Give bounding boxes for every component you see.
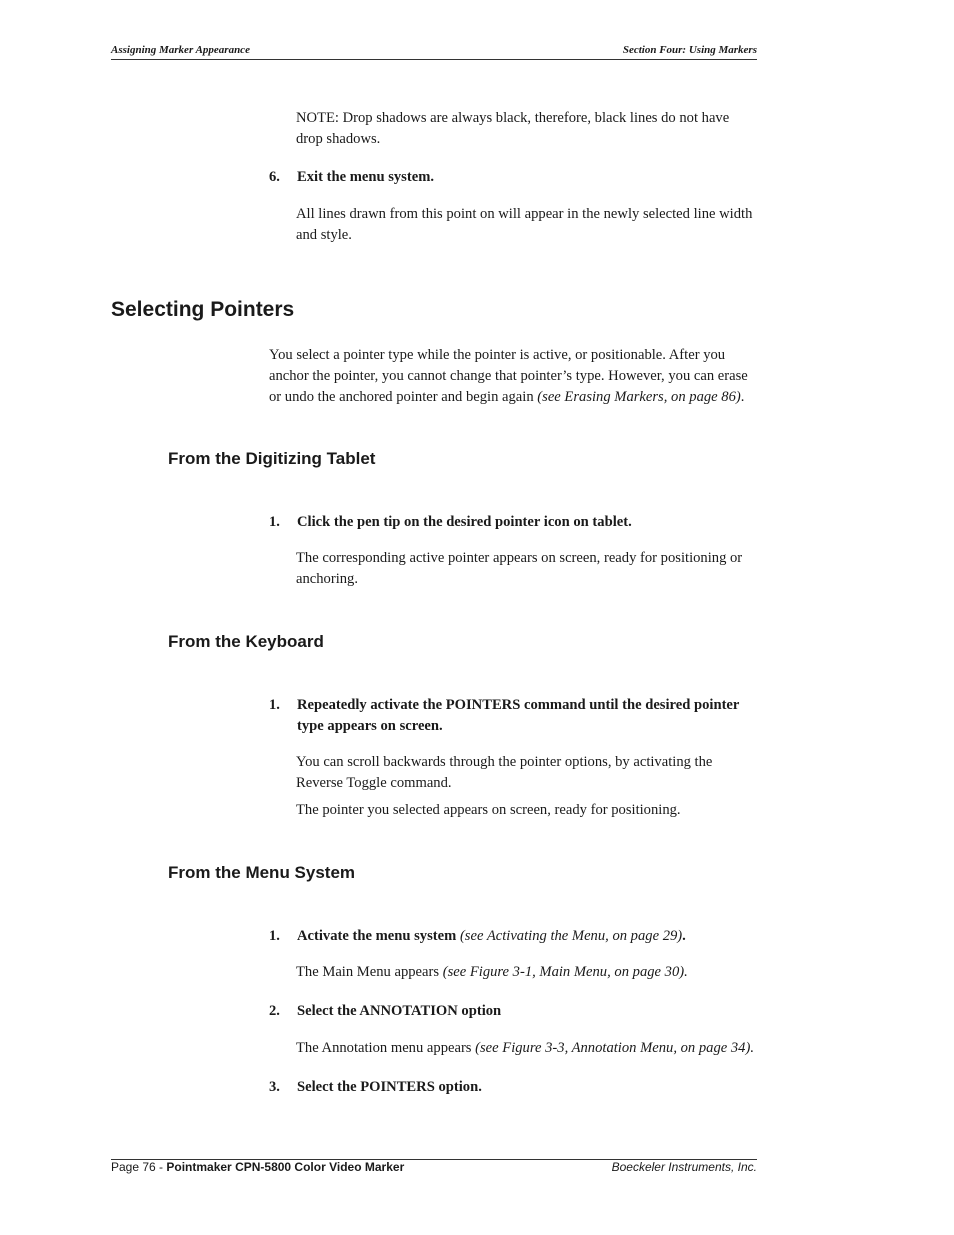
step-number: 1. [269,514,280,530]
step-6-description: All lines drawn from this point on will appear in the newly selected line width and style. [296,206,753,243]
step-number: 6. [269,169,280,185]
keyboard-step-description: You can scroll backwards through the pointer options, by activating the Reverse Toggle command. The pointer you selected appears on screen, ready for positioning. [296,754,713,818]
step-text: Click the pen tip on the desired pointer icon on tablet. [297,514,632,530]
running-header-right: Section Four: Using Markers [622,44,757,56]
subsection-heading-tablet: From the Digitizing Tablet [168,449,376,468]
header-rule [111,59,757,60]
step-number: 3. [269,1079,280,1095]
section-heading: Selecting Pointers [111,298,295,321]
cross-reference-link[interactable]: (see Figure 3-1, Main Menu, on page 30). [442,964,688,980]
step-text: Exit the menu system. [297,169,435,185]
menu-step-2-description: The Annotation menu appears (see Figure 3-3, Annotation Menu, on page 34). [296,1040,754,1056]
step-text: Activate the menu system (see Activating the Menu, on page 29). [297,928,686,944]
footer-right: Boeckeler Instruments, Inc. [611,1160,757,1174]
step-number: 1. [269,928,280,944]
step-text: Select the POINTERS option. [297,1079,482,1095]
footer-left: Page 76 - Pointmaker CPN-5800 Color Video Marker [111,1160,405,1174]
cross-reference-link[interactable]: (see Erasing Markers, on page 86) [537,389,741,405]
tablet-step-description: The corresponding active pointer appears on screen, ready for positioning or anchoring. [296,550,743,587]
subsection-heading-menu-system: From the Menu System [168,863,356,882]
subsection-heading-keyboard: From the Keyboard [168,632,324,651]
step-number: 1. [269,697,280,713]
cross-reference-link[interactable]: (see Figure 3-3, Annotation Menu, on page 34). [475,1040,754,1056]
note-paragraph: NOTE: Drop shadows are always black, therefore, black lines do not have drop shadows. [296,110,730,147]
selecting-pointers-paragraph: You select a pointer type while the pointer is active, or positionable. After you anchor the pointer, you cannot change that pointer’s type. However, you can erase or undo the anchored pointer and begin again (see Erasing Markers, on page 86). [269,347,748,405]
step-text: Select the ANNOTATION option [297,1003,502,1019]
step-text: Repeatedly activate the POINTERS command until the desired pointer type appears on screen. [297,697,740,734]
step-number: 2. [269,1003,280,1019]
running-header-left: Assigning Marker Appearance [111,44,250,56]
cross-reference-link[interactable]: (see Activating the Menu, on page 29) [459,928,683,944]
menu-step-1-description: The Main Menu appears (see Figure 3-1, Main Menu, on page 30). [296,964,688,980]
